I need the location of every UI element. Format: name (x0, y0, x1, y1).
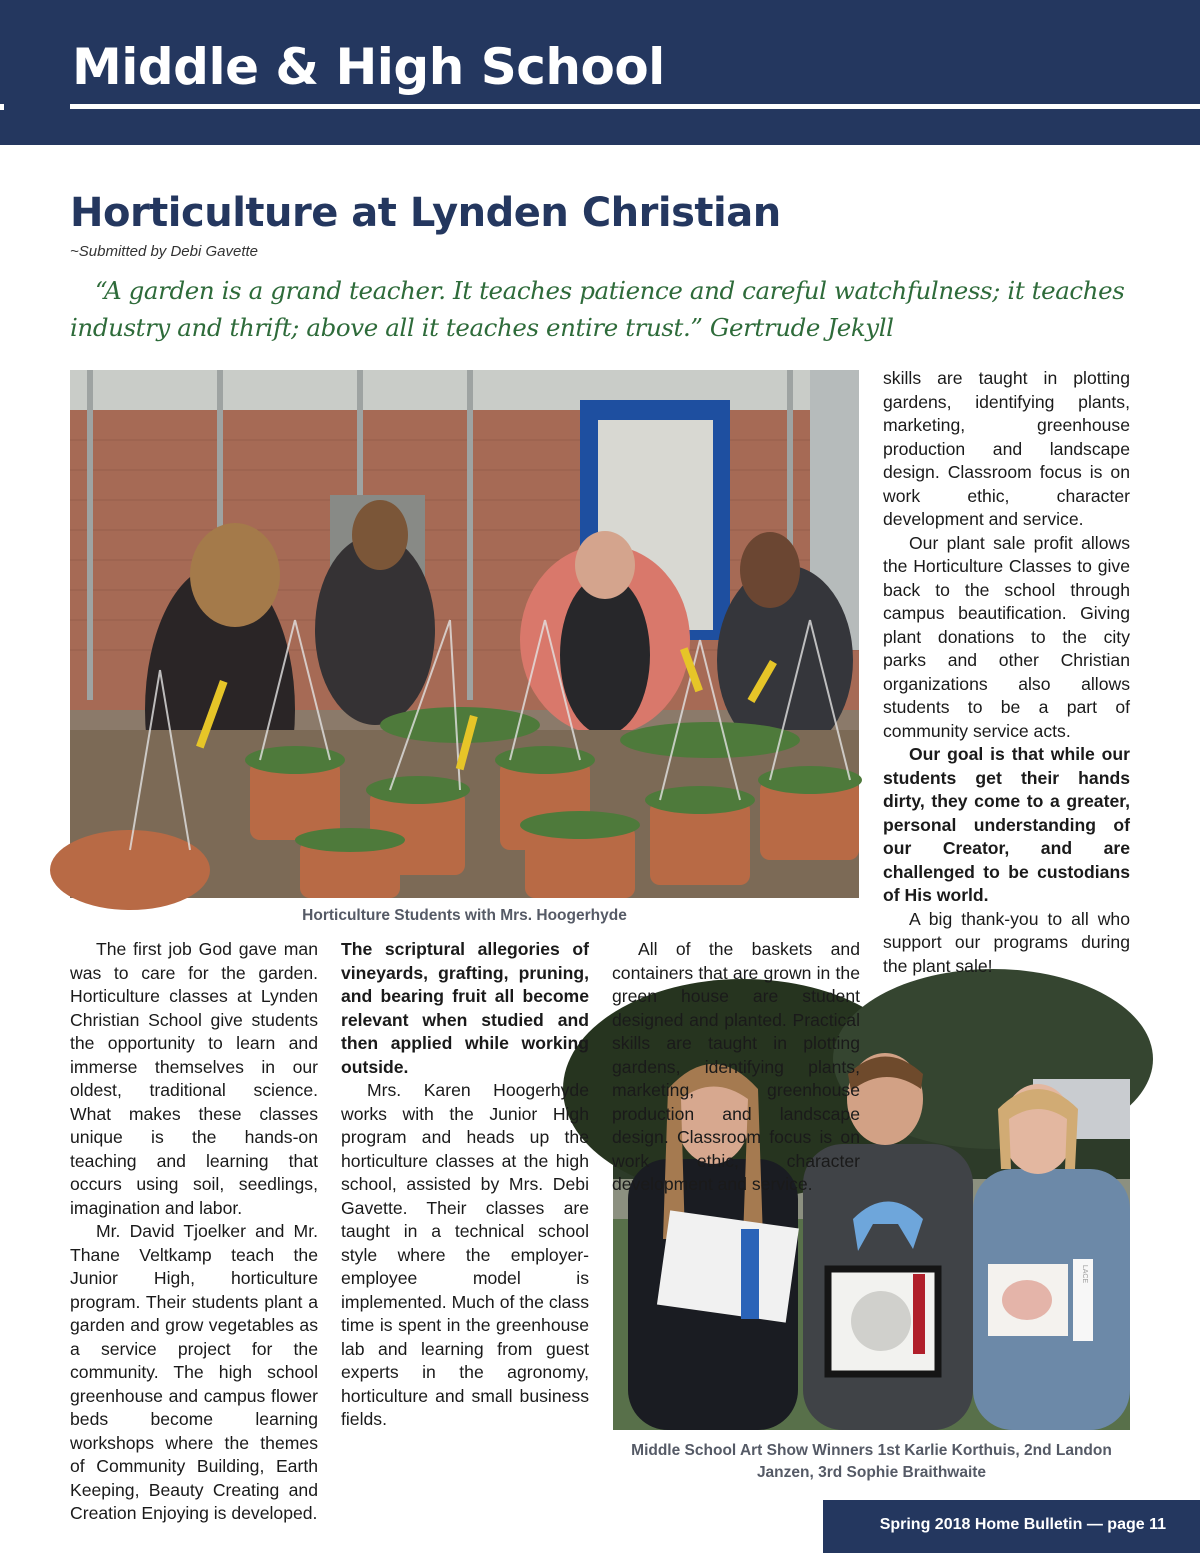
paragraph-junior-high-text: Mr. David Tjoelker and Mr. Thane Veltkamp teach the Junior High, horticulture program. Their students plant a garden and grow vegetables as a service project for the community. The high school greenhouse and campus flower beds become learning workshops where the themes of Community Building, Earth Keeping, Beauty Creating and Creation Enjoying is developed. (70, 1221, 318, 1523)
paragraph-skills: skills are taught in plotting gardens, identifying plants, marketing, greenhouse production and landscape design. Classroom focus is on work ethic, character development and service. (883, 368, 1130, 529)
body-column-4 (883, 367, 1130, 987)
header-rule-tick (0, 104, 4, 110)
section-header-band (0, 0, 1200, 145)
art-show-photo-caption: Middle School Art Show Winners 1st Karlie Korthuis, 2nd Landon Janzen, 3rd Sophie Braithwaite (631, 1442, 1112, 1481)
paragraph-goal (883, 743, 1130, 908)
footer-box (823, 1500, 1200, 1553)
third-place-ribbon-label: LACE (1081, 1264, 1088, 1284)
scriptural-emphasis: The scriptural allegories of vineyards, grafting, pruning, and bearing fruit all become relevant when studied and then applied while working outside. (341, 939, 589, 1077)
paragraph-thanks: A big thank-you to all who support our programs during the plant sale! (883, 908, 1130, 976)
paragraph-intro: The first job God gave man was to care for the garden. Horticulture classes at Lynden Christian School give students the opportunity to learn and immerse themselves in our oldest, traditional science. What makes these classes unique is the hands-on teaching and learning that occurs using soil, seedlings, imagination and labor. (70, 939, 318, 1218)
section-title: Middle & High School (72, 38, 665, 96)
greenhouse-photo-caption: Horticulture Students with Mrs. Hoogerhyde (302, 907, 627, 924)
paragraph-scriptural (341, 938, 589, 1079)
byline: ~Submitted by Debi Gavette (70, 243, 259, 260)
paragraph-plant-sale: Our plant sale profit allows the Horticulture Classes to give back to the school through campus beautification. Giving plant donations to the city parks and other Christian organizations also allows students to be a part of community service acts. (883, 532, 1130, 741)
greenhouse-photo (70, 370, 859, 898)
body-column-3 (612, 938, 860, 1194)
paragraph-junior-high (70, 1220, 318, 1526)
header-rule (70, 104, 1200, 109)
page-label: Spring 2018 Home Bulletin — page 11 (879, 1516, 1166, 1533)
paragraph-hoogerhyde: Mrs. Karen Hoogerhyde works with the Junior High program and heads up the horticulture classes at the high school, assisted by Mrs. Debi Gavette. Their classes are taught in a technical school style where the employer-employee model is implemented. Much of the class time is spent in the greenhouse lab and learning from guest experts in the agronomy, horticulture and small business fields. (341, 1080, 589, 1429)
paragraph-baskets: All of the baskets and containers that are grown in the green house are student designed and planted. Practical skills are taught in plotting gardens, identifying plants, marketing, greenhouse production and landscape design. Classroom focus is on work ethic, character development and service. (612, 939, 860, 1194)
article-title: Horticulture at Lynden Christian (70, 190, 781, 236)
body-column-2 (341, 938, 589, 1483)
goal-emphasis: Our goal is that while our students get their hands dirty, they come to a greater, personal understanding of our Creator, and are challenged to be custodians of His world. (883, 744, 1130, 905)
pull-quote: “A garden is a grand teacher. It teaches patience and careful watchfulness; it teaches industry and thrift; above all it teaches entire trust.” Gertrude Jekyll (70, 276, 1125, 342)
body-column-1 (70, 938, 318, 1523)
